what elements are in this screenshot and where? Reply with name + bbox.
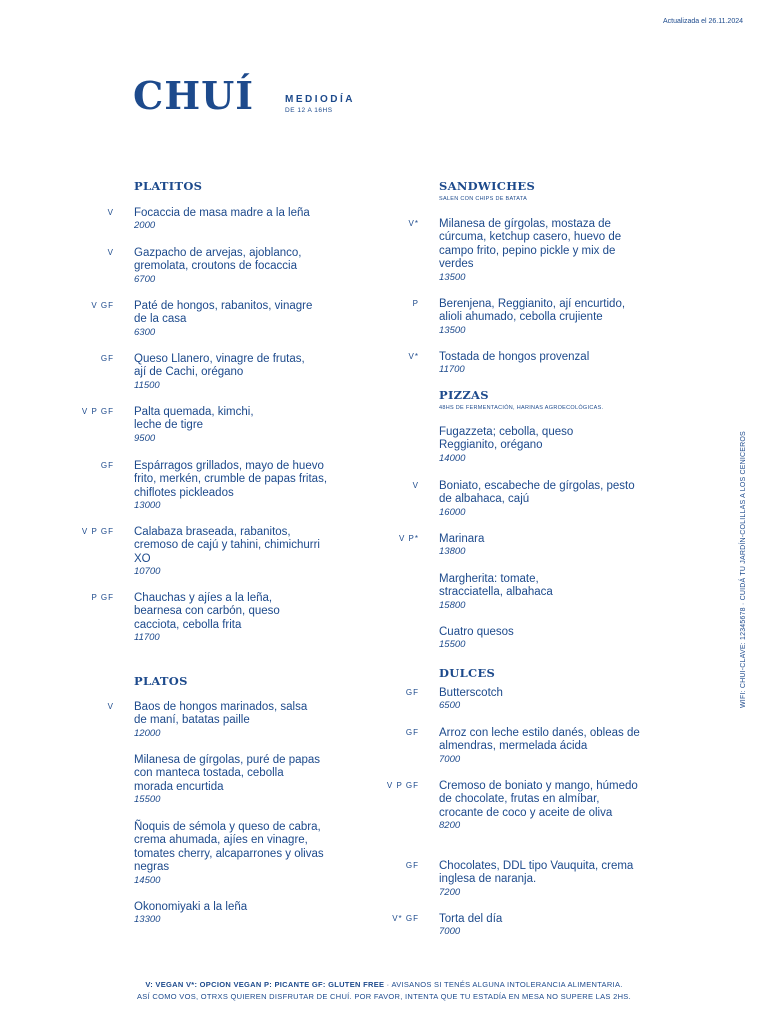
item-price: 11700 bbox=[134, 632, 160, 644]
item-description: Marinara bbox=[439, 533, 485, 545]
diet-tags: V* GF bbox=[392, 914, 419, 923]
diet-tags: V* bbox=[408, 352, 419, 361]
item-price: 16000 bbox=[439, 506, 466, 518]
menu-item bbox=[408, 351, 654, 376]
menu-item bbox=[100, 460, 334, 512]
section-title-dulces: DULCES bbox=[439, 666, 496, 680]
item-description: Butterscotch bbox=[439, 687, 503, 699]
diet-tags: V P GF bbox=[386, 781, 419, 790]
item-description: Calabaza braseada, rabanitos, cremoso de cajú y tahini, chimichurri XO bbox=[134, 526, 320, 565]
menu-item bbox=[405, 687, 654, 712]
diet-tags: GF bbox=[100, 354, 114, 363]
updated-date: Actualizada el 26.11.2024 bbox=[662, 18, 743, 25]
diet-tags: V bbox=[107, 702, 114, 711]
legend-codes: V: VEGAN V*: OPCION VEGAN P: PICANTE GF: GLUTEN FREE bbox=[145, 980, 385, 989]
legend-line-2: ASÍ COMO VOS, OTRXS QUIEREN DISFRUTAR DE CHUÍ. POR FAVOR, INTENTA QUE TU ESTADÍA EN MESA NO SUPERE LAS 2HS. bbox=[137, 992, 631, 1001]
legend-note: · AVISANOS SI TENÉS ALGUNA INTOLERANCIA ALIMENTARIA. bbox=[384, 980, 623, 989]
wifi-note: WIFI: CHUI-CLAVE: 12345678 · CUIDÁ TU JARDÍN-COLILLAS A LOS CENICEROS bbox=[740, 431, 747, 708]
item-description: Margherita: tomate, stracciatella, albahaca bbox=[439, 573, 553, 599]
menu-item bbox=[91, 300, 314, 339]
item-description: Fugazzeta; cebolla, queso Reggianito, orégano bbox=[439, 426, 574, 452]
item-description: Cremoso de boniato y mango, húmedo de chocolate, frutas en almíbar, crocante de coco y aceite de oliva bbox=[439, 780, 638, 819]
menu-item bbox=[405, 727, 644, 766]
item-price: 6300 bbox=[134, 326, 156, 338]
item-description: Cuatro quesos bbox=[439, 626, 514, 638]
item-price: 13300 bbox=[134, 914, 161, 926]
service-name: MEDIODÍA bbox=[285, 94, 355, 105]
item-description: Arroz con leche estilo danés, obleas de almendras, mermelada ácida bbox=[439, 727, 640, 753]
item-description: Focaccia de masa madre a la leña bbox=[134, 207, 310, 219]
menu-item bbox=[107, 207, 349, 232]
item-price: 15800 bbox=[439, 599, 466, 611]
menu-item bbox=[91, 592, 319, 644]
logo: CHUÍ bbox=[133, 73, 255, 118]
item-price: 14500 bbox=[134, 874, 161, 886]
item-price: 2000 bbox=[134, 220, 156, 232]
item-price: 13800 bbox=[439, 546, 466, 558]
item-description: Chauchas y ajíes a la leña, bearnesa con carbón, queso cacciota, cebolla frita bbox=[134, 592, 280, 631]
diet-tags: V* bbox=[408, 219, 419, 228]
item-description: Paté de hongos, rabanitos, vinagre de la casa bbox=[134, 300, 313, 326]
item-description: Tostada de hongos provenzal bbox=[439, 351, 590, 363]
diet-tags: P bbox=[412, 299, 419, 308]
section-title-platitos: PLATITOS bbox=[134, 179, 203, 193]
diet-tags: GF bbox=[405, 688, 419, 697]
item-price: 7000 bbox=[439, 753, 461, 765]
menu-item bbox=[81, 406, 284, 445]
item-description: Torta del día bbox=[439, 913, 503, 925]
item-price: 15500 bbox=[134, 794, 161, 806]
section-title-sandwiches: SANDWICHES bbox=[439, 179, 536, 193]
item-price: 13500 bbox=[439, 324, 466, 336]
item-description: Chocolates, DDL tipo Vauquita, crema inglesa de naranja. bbox=[439, 860, 634, 886]
item-description: Milanesa de gírgolas, puré de papas con manteca tostada, cebolla morada encurtida bbox=[134, 754, 321, 793]
menu-item bbox=[134, 821, 334, 887]
menu-item bbox=[412, 480, 639, 519]
menu-item bbox=[439, 573, 589, 612]
menu-item bbox=[398, 533, 654, 558]
menu-item bbox=[134, 754, 324, 806]
menu-item bbox=[81, 526, 326, 578]
item-price: 11500 bbox=[134, 379, 160, 391]
item-description: Berenjena, Reggianito, ají encurtido, alioli ahumado, cebolla crujiente bbox=[439, 298, 626, 324]
item-price: 12000 bbox=[134, 727, 161, 739]
menu-item bbox=[134, 901, 334, 926]
diet-tags: V bbox=[412, 481, 419, 490]
diet-tags: GF bbox=[100, 461, 114, 470]
diet-tags: GF bbox=[405, 728, 419, 737]
section-title-platos: PLATOS bbox=[134, 674, 188, 688]
item-description: Queso Llanero, vinagre de frutas, ají de Cachi, orégano bbox=[134, 353, 305, 379]
item-description: Ñoquis de sémola y queso de cabra, crema ahumada, ajíes en vinagre, tomates cherry, alcaparrones y olivas negras bbox=[134, 821, 324, 874]
item-description: Boniato, escabeche de gírgolas, pesto de albahaca, cajú bbox=[439, 480, 635, 506]
item-price: 7200 bbox=[439, 886, 461, 898]
item-price: 6700 bbox=[134, 273, 156, 285]
menu-item bbox=[100, 353, 314, 392]
menu-item bbox=[386, 780, 639, 832]
menu-item bbox=[412, 298, 639, 337]
section-subtitle-sandwiches: SALEN CON CHIPS DE BATATA bbox=[439, 196, 528, 202]
item-price: 11700 bbox=[439, 364, 465, 376]
section-subtitle-pizzas: 48HS DE FERMENTACIÓN, HARINAS AGROECOLÓGICAS. bbox=[439, 405, 604, 411]
menu-item bbox=[408, 218, 629, 284]
item-price: 6500 bbox=[439, 700, 461, 712]
item-price: 10700 bbox=[134, 566, 161, 578]
diet-tags: V P GF bbox=[81, 527, 114, 536]
section-title-pizzas: PIZZAS bbox=[439, 388, 489, 402]
item-price: 15500 bbox=[439, 639, 466, 651]
diet-tags: V bbox=[107, 248, 114, 257]
menu-item bbox=[405, 860, 644, 899]
diet-tags: P GF bbox=[91, 593, 114, 602]
service-header bbox=[285, 94, 355, 114]
item-description: Okonomiyaki a la leña bbox=[134, 901, 248, 913]
item-description: Espárragos grillados, mayo de huevo frito, merkén, crumble de papas fritas, chiflotes pickleados bbox=[134, 460, 328, 499]
diet-tags: V GF bbox=[91, 301, 114, 310]
diet-tags: V P GF bbox=[81, 407, 114, 416]
item-price: 13500 bbox=[439, 271, 466, 283]
item-price: 9500 bbox=[134, 432, 156, 444]
menu-item bbox=[392, 913, 654, 938]
menu-item bbox=[439, 626, 654, 651]
diet-tags: V bbox=[107, 208, 114, 217]
item-description: Gazpacho de arvejas, ajoblanco, gremolata, croutons de focaccia bbox=[134, 247, 302, 273]
item-price: 14000 bbox=[439, 452, 466, 464]
item-price: 7000 bbox=[439, 926, 461, 938]
diet-tags: V P* bbox=[398, 534, 419, 543]
item-price: 13000 bbox=[134, 500, 161, 512]
item-description: Palta quemada, kimchi, leche de tigre bbox=[134, 406, 254, 432]
legend-line-1 bbox=[0, 980, 768, 989]
diet-tags: GF bbox=[405, 861, 419, 870]
menu-item bbox=[439, 426, 604, 465]
item-description: Baos de hongos marinados, salsa de maní, batatas paille bbox=[134, 701, 308, 727]
menu-item bbox=[107, 247, 334, 286]
service-hours: DE 12 A 16HS bbox=[285, 107, 333, 114]
menu-item bbox=[107, 701, 319, 740]
item-price: 8200 bbox=[439, 820, 461, 832]
item-description: Milanesa de gírgolas, mostaza de cúrcuma, ketchup casero, huevo de campo frito, pepino pickle y mix de verdes bbox=[439, 218, 622, 271]
